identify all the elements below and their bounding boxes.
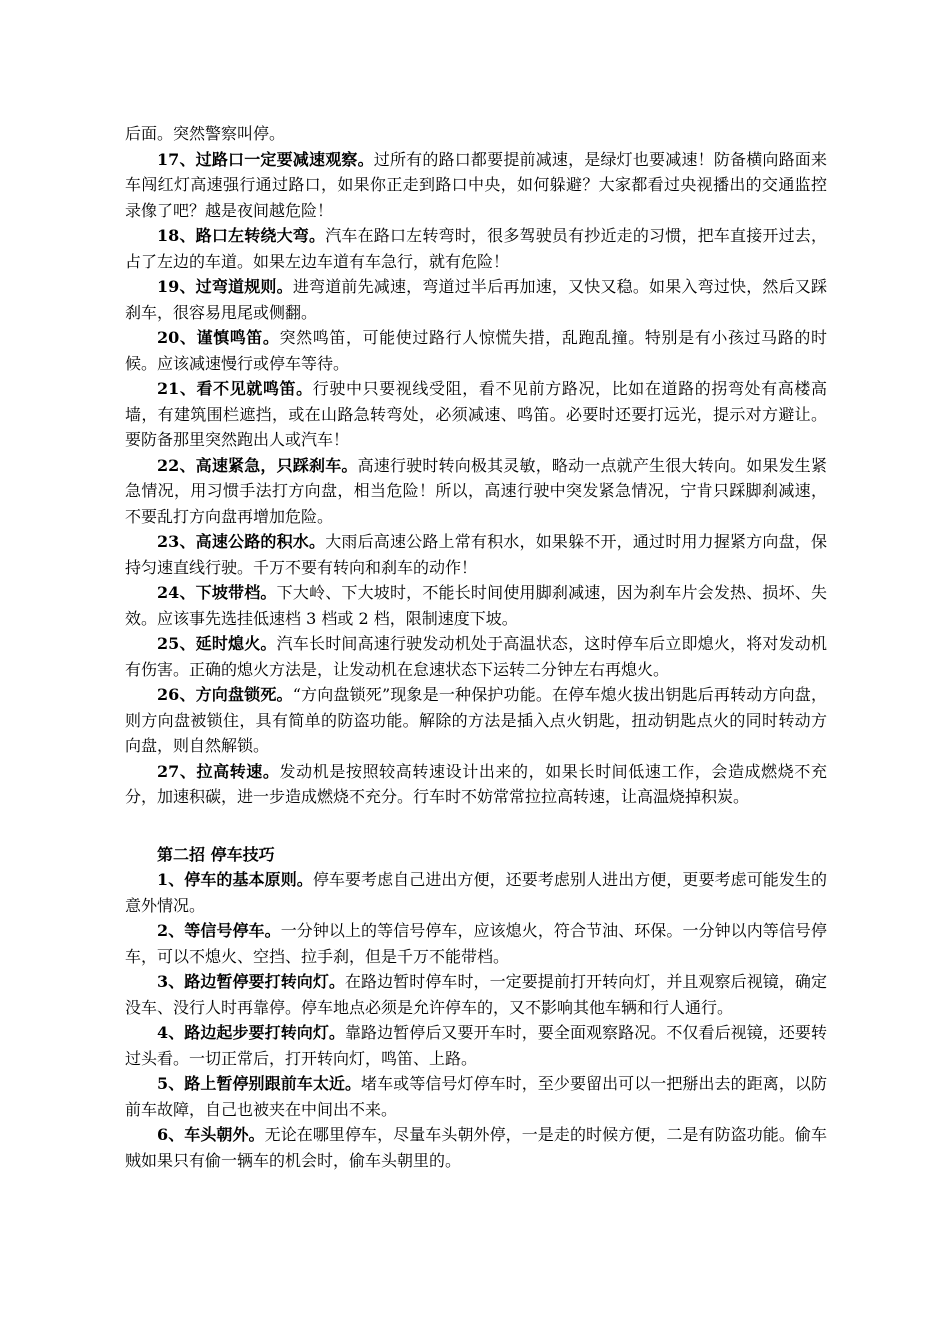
item-body: 一分钟以上的等信号停车，应该熄火，符合节油、环保。一分钟以内等信号停车，可以不熄火、空挡、拉手刹，但是千万不能带档。 xyxy=(125,921,827,966)
item-title: 17、过路口一定要减速观察。 xyxy=(157,149,374,169)
item-title: 19、过弯道规则。 xyxy=(157,277,293,296)
item-body: 下大岭、下大坡时，不能长时间使用脚刹减速，因为刹车片会发热、损坏、失效。应该事先选挂低速档 3 档或 2 档，限制速度下坡。 xyxy=(125,583,827,628)
item-title: 2、等信号停车。 xyxy=(157,921,281,940)
list-item xyxy=(125,580,827,631)
item-body: 进弯道前先减速，弯道过半后再加速，又快又稳。如果入弯过快，然后又踩刹车，很容易甩尾或侧翻。 xyxy=(125,277,827,322)
item-title: 4、路边起步要打转向灯。 xyxy=(157,1023,345,1042)
list-item xyxy=(125,325,827,376)
list-item xyxy=(125,969,827,1020)
list-item xyxy=(125,274,827,325)
item-title: 21、看不见就鸣笛。 xyxy=(157,379,313,398)
section2-list xyxy=(125,867,827,1173)
list-item xyxy=(125,147,827,224)
list-item xyxy=(125,759,827,810)
item-body: 靠路边暂停后又要开车时，要全面观察路况。不仅看后视镜，还要转过头看。一切正常后，打开转向灯，鸣笛、上路。 xyxy=(125,1023,827,1068)
item-title: 20、谨慎鸣笛。 xyxy=(157,328,280,347)
item-title: 6、车头朝外。 xyxy=(157,1125,265,1144)
item-body: 突然鸣笛，可能使过路行人惊慌失措，乱跑乱撞。特别是有小孩过马路的时候。应该减速慢行或停车等待。 xyxy=(125,328,827,373)
item-body: 停车要考虑自己进出方便，还要考虑别人进出方便，更要考虑可能发生的意外情况。 xyxy=(125,870,827,915)
item-title: 1、停车的基本原则。 xyxy=(157,870,313,889)
item-title: 26、方向盘锁死。 xyxy=(157,685,293,704)
document-page xyxy=(125,121,827,1173)
item-title: 5、路上暂停别跟前车太近。 xyxy=(157,1074,362,1093)
item-body: 在路边暂时停车时，一定要提前打开转向灯，并且观察后视镜，确定没车、没行人时再靠停。停车地点必须是允许停车的，又不影响其他车辆和行人通行。 xyxy=(125,972,827,1017)
list-item xyxy=(125,453,827,530)
item-title: 3、路边暂停要打转向灯。 xyxy=(157,972,345,991)
list-item xyxy=(125,1071,827,1122)
item-body: 堵车或等信号灯停车时，至少要留出可以一把掰出去的距离，以防前车故障，自己也被夹在中间出不来。 xyxy=(125,1074,827,1119)
section1-list xyxy=(125,147,827,810)
item-body: 大雨后高速公路上常有积水，如果躲不开，通过时用力握紧方向盘，保持匀速直线行驶。千万不要有转向和刹车的动作！ xyxy=(125,532,827,577)
item-body: 过所有的路口都要提前减速，是绿灯也要减速！防备横向路面来车闯红灯高速强行通过路口，如果你正走到路口中央，如何躲避？大家都看过央视播出的交通监控录像了吧？越是夜间越危险！ xyxy=(125,149,827,220)
item-title: 24、下坡带档。 xyxy=(157,583,277,602)
list-item xyxy=(125,867,827,918)
item-body: 汽车在路口左转弯时，很多驾驶员有抄近走的习惯，把车直接开过去，占了左边的车道。如果左边车道有车急行，就有危险！ xyxy=(125,226,827,271)
item-body: “方向盘锁死”现象是一种保护功能。在停车熄火拔出钥匙后再转动方向盘，则方向盘被锁住，具有简单的防盗功能。解除的方法是插入点火钥匙，扭动钥匙点火的同时转动方向盘，则自然解锁。 xyxy=(125,685,827,755)
list-item xyxy=(125,918,827,969)
list-item xyxy=(125,529,827,580)
item-body: 汽车长时间高速行驶发动机处于高温状态，这时停车后立即熄火，将对发动机有伤害。正确的熄火方法是，让发动机在怠速状态下运转二分钟左右再熄火。 xyxy=(125,634,827,679)
item-title: 27、拉高转速。 xyxy=(157,761,280,781)
item-body: 无论在哪里停车，尽量车头朝外停，一是走的时候方便，二是有防盗功能。偷车贼如果只有偷一辆车的机会时，偷车头朝里的。 xyxy=(125,1125,827,1170)
list-item xyxy=(125,1122,827,1173)
item-title: 25、延时熄火。 xyxy=(157,634,277,653)
item-title: 22、高速紧急，只踩刹车。 xyxy=(157,455,358,475)
list-item xyxy=(125,631,827,682)
list-item xyxy=(125,1020,827,1071)
item-title: 18、路口左转绕大弯。 xyxy=(157,226,326,245)
item-body: 高速行驶时转向极其灵敏，略动一点就产生很大转向。如果发生紧急情况，用习惯手法打方向盘，相当危险！所以，高速行驶中突发紧急情况，宁肯只踩脚刹减速，不要乱打方向盘再增加危险。 xyxy=(125,455,827,526)
list-item xyxy=(125,376,827,453)
opening-line: 后面。突然警察叫停。 xyxy=(125,124,286,143)
list-item xyxy=(125,223,827,274)
list-item xyxy=(125,682,827,759)
section-heading: 第二招 停车技巧 xyxy=(157,844,275,864)
item-body: 发动机是按照较高转速设计出来的，如果长时间低速工作，会造成燃烧不充分，加速积碳，进一步造成燃烧不充分。行车时不妨常常拉拉高转速，让高温烧掉积炭。 xyxy=(125,761,827,806)
item-body: 行驶中只要视线受阻，看不见前方路况，比如在道路的拐弯处有高楼高墙，有建筑围栏遮挡，或在山路急转弯处，必须减速、鸣笛。必要时还要打远光，提示对方避让。要防备那里突然跑出人或汽车！ xyxy=(125,379,827,449)
item-title: 23、高速公路的积水。 xyxy=(157,532,326,551)
